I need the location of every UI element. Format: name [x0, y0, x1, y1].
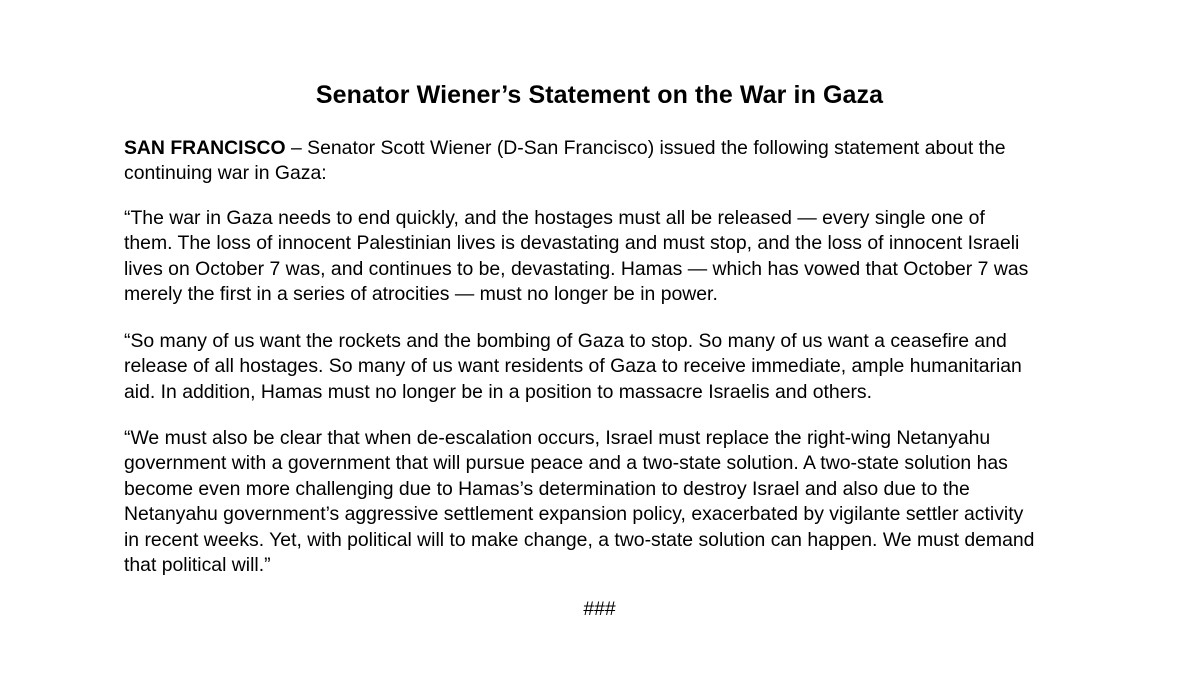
paragraph-1-line: “The war in Gaza needs to end quickly, and the hostages must all be released — every single one of: [124, 207, 985, 229]
paragraph-3-line: in recent weeks. Yet, with political will to make change, a two-state solution can happen. We must demand: [124, 528, 1035, 551]
paragraph-2-line: aid. In addition, Hamas must no longer be in a position to massacre Israelis and others.: [124, 380, 873, 403]
statement-paragraph-3: [124, 426, 1084, 578]
end-mark: ###: [583, 598, 616, 620]
paragraph-1-line: merely the first in a series of atrocities — must no longer be in power.: [124, 283, 718, 306]
paragraph-3-line: “We must also be clear that when de-escalation occurs, Israel must replace the right-wing Netanyahu: [124, 427, 991, 449]
intro-line-1: [124, 136, 1084, 161]
document-title: Senator Wiener’s Statement on the War in Gaza: [315, 81, 884, 109]
dateline: SAN FRANCISCO: [124, 137, 286, 159]
paragraph-3-line: government with a government that will pursue peace and a two-state solution. A two-state solution has: [124, 452, 1008, 475]
intro-line-2: continuing war in Gaza:: [124, 162, 327, 185]
intro-line-1-text: – Senator Scott Wiener (D-San Francisco) issued the following statement about the: [285, 137, 1006, 159]
intro-paragraph: [124, 136, 1084, 187]
paragraph-2-line: “So many of us want the rockets and the bombing of Gaza to stop. So many of us want a ceasefire and: [124, 330, 1007, 352]
paragraph-1-line: them. The loss of innocent Palestinian lives is devastating and must stop, and the loss of innocent Israeli: [124, 232, 1020, 255]
paragraph-3-line: Netanyahu government’s aggressive settlement expansion policy, exacerbated by vigilante settler activity: [124, 503, 1024, 526]
statement-paragraph-2: [124, 329, 1084, 405]
statement-paragraph-1: [124, 206, 1084, 308]
paragraph-3-line: that political will.”: [124, 554, 271, 577]
paragraph-3-line: become even more challenging due to Hamas’s determination to destroy Israel and also due to the: [124, 477, 970, 500]
paragraph-1-line: lives on October 7 was, and continues to be, devastating. Hamas — which has vowed that October 7 was: [124, 257, 1029, 280]
paragraph-2-line: release of all hostages. So many of us want residents of Gaza to receive immediate, ample humanitarian: [124, 355, 1022, 378]
